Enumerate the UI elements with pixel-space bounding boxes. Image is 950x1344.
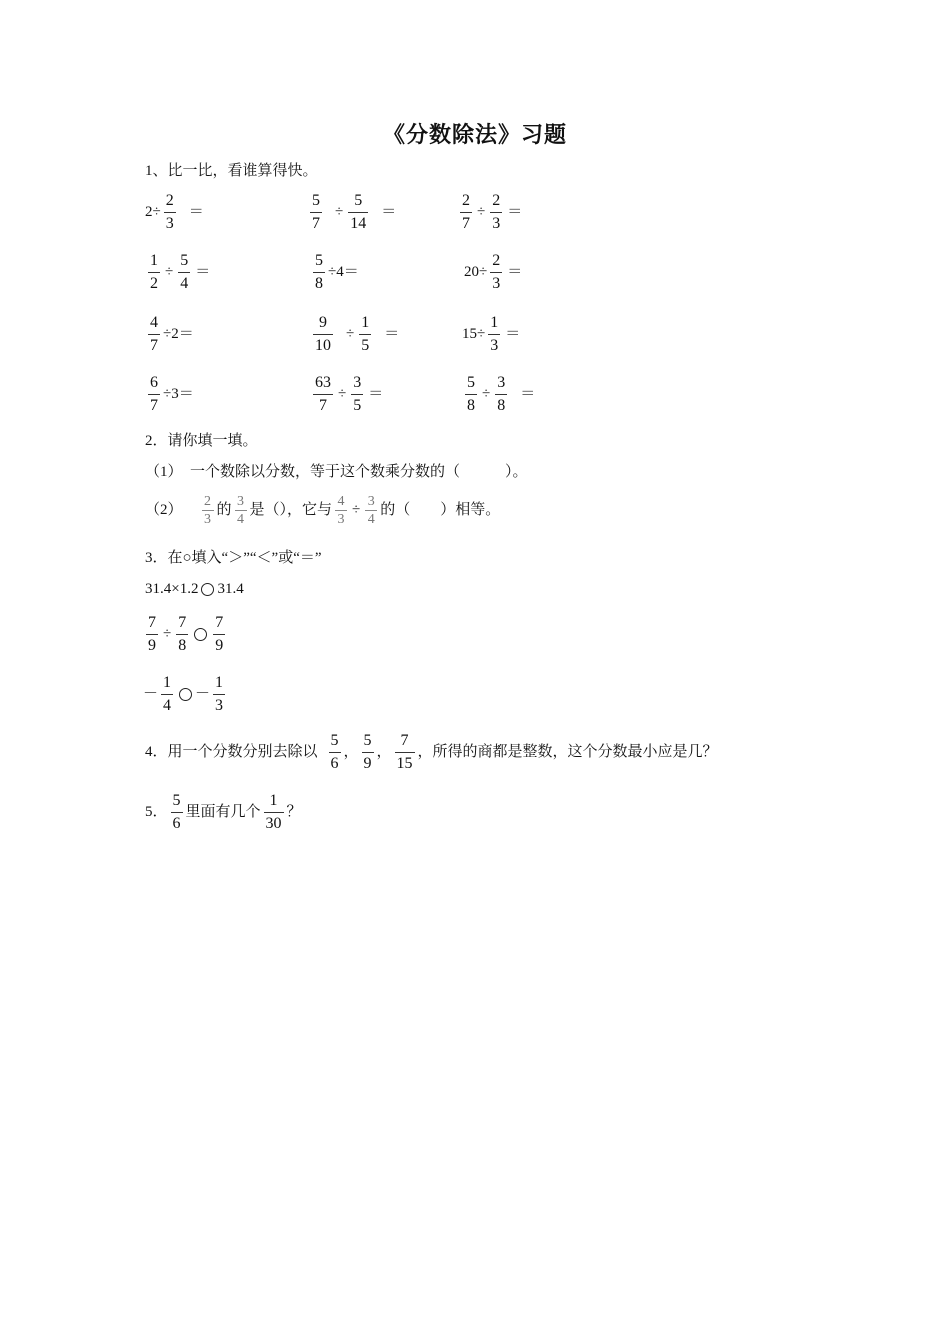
equals-sign: ＝ (507, 204, 523, 220)
q1-r3-b (310, 314, 401, 355)
text: 的（ ）相等。 (380, 502, 501, 518)
expr-tail: ÷4＝ (328, 264, 359, 280)
fraction: $\frac{4}{7}$ (150, 314, 158, 354)
equals-sign: ＝ (505, 326, 521, 342)
fraction: $\frac{2}{3}$ (202, 494, 214, 527)
fraction: $\frac{7}{15}$ (396, 732, 413, 772)
q1-r1-b (307, 192, 398, 233)
q3-e2 (143, 614, 228, 655)
equals-sign: ＝ (507, 264, 523, 280)
fraction: $\frac{1}{3}$ (215, 674, 224, 714)
fraction: $\frac{2}{3}$ (492, 192, 501, 232)
q1-heading: 1、比一比，看谁算得快。 (145, 163, 318, 179)
minus-sign: － (195, 686, 211, 702)
q5 (145, 792, 302, 833)
fraction: $\frac{3}{4}$ (235, 494, 247, 527)
circle-blank-icon (201, 583, 214, 596)
divide-sign: ÷ (335, 204, 344, 220)
q1-r2-c (464, 252, 524, 293)
fraction: $\frac{1}{3}$ (490, 314, 499, 354)
q1-r3-c (462, 314, 522, 355)
q1-r4-b (310, 374, 385, 415)
expr-left: 31.4×1.2 (145, 581, 199, 597)
q1-r1-a (145, 192, 206, 233)
q3-e1 (145, 582, 244, 597)
q1-r4-c (462, 374, 537, 415)
divide-sign: ÷ (477, 204, 486, 220)
whole-part: 20÷ (464, 264, 488, 280)
q2-heading: 2．请你填一填。 (145, 433, 258, 449)
fraction: $\frac{5}{9}$ (363, 732, 372, 772)
divide-sign: ÷ (163, 626, 172, 642)
fraction: $\frac{3}{5}$ (353, 374, 362, 414)
fraction: $\frac{2}{7}$ (462, 192, 470, 232)
fraction: $\frac{7}{9}$ (215, 614, 224, 654)
text: ，所得的商都是整数，这个分数最小应是几？ (417, 744, 718, 760)
fraction: $\frac{1}{5}$ (361, 314, 370, 354)
fraction: $\frac{3}{8}$ (497, 374, 506, 414)
q4 (145, 732, 718, 773)
text: 5． (145, 804, 168, 820)
whole-part: 15÷ (462, 326, 486, 342)
divide-sign: ÷ (352, 502, 361, 518)
q3-e3 (143, 674, 228, 715)
equals-sign: ＝ (384, 326, 400, 342)
sub-label: （2） (145, 502, 183, 518)
fraction: $\frac{3}{4}$ (365, 494, 377, 527)
expr-tail: ÷2＝ (163, 326, 194, 342)
circle-blank-icon (179, 688, 192, 701)
text: ？ (286, 804, 302, 820)
q1-r2-a (145, 252, 212, 293)
comma: ， (376, 744, 392, 760)
minus-sign: － (143, 686, 159, 702)
fraction: $\frac{5}{8}$ (467, 374, 475, 414)
divide-sign: ÷ (338, 386, 347, 402)
equals-sign: ＝ (381, 204, 397, 220)
equals-sign: ＝ (188, 204, 204, 220)
fraction: $\frac{7}{9}$ (148, 614, 156, 654)
comma: ， (343, 744, 359, 760)
q1-r3-a (145, 314, 194, 355)
q2-sub1: （1） 一个数除以分数，等于这个数乘分数的（ ）。 (145, 464, 528, 480)
fraction: $\frac{5}{7}$ (312, 192, 320, 232)
fraction: $\frac{1}{30}$ (265, 792, 282, 832)
fraction: $\frac{5}{6}$ (330, 732, 339, 772)
q1-r2-b (310, 252, 359, 293)
equals-sign: ＝ (368, 386, 384, 402)
fraction: $\frac{2}{3}$ (165, 192, 174, 232)
text: 是（），它与 (249, 502, 333, 518)
q2-sub2 (145, 494, 500, 527)
q1-r1-c (457, 192, 524, 233)
fraction: $\frac{2}{3}$ (492, 252, 501, 292)
equals-sign: ＝ (195, 264, 211, 280)
fraction: $\frac{1}{4}$ (163, 674, 172, 714)
fraction: $\frac{1}{2}$ (150, 252, 158, 292)
text: 4．用一个分数分别去除以 (145, 744, 318, 760)
expr-right: 31.4 (217, 581, 244, 597)
q3-heading: 3．在○填入“＞”“＜”或“＝” (145, 550, 322, 566)
divide-sign: ÷ (165, 264, 174, 280)
text: 里面有几个 (185, 804, 261, 820)
circle-blank-icon (194, 628, 207, 641)
q1-r4-a (145, 374, 194, 415)
divide-sign: ÷ (482, 386, 491, 402)
divide-sign: ÷ (346, 326, 355, 342)
fraction: $\frac{5}{4}$ (180, 252, 189, 292)
fraction: $\frac{5}{14}$ (350, 192, 367, 232)
text: 的 (216, 502, 232, 518)
fraction: $\frac{7}{8}$ (178, 614, 187, 654)
fraction: $\frac{5}{8}$ (315, 252, 323, 292)
fraction: $\frac{9}{10}$ (315, 314, 331, 354)
fraction: $\frac{4}{3}$ (335, 494, 347, 527)
whole-part: 2÷ (145, 204, 161, 220)
fraction: $\frac{5}{6}$ (172, 792, 181, 832)
page-title: 《分数除法》习题 (383, 122, 568, 147)
expr-tail: ÷3＝ (163, 386, 194, 402)
equals-sign: ＝ (520, 386, 536, 402)
fraction: $\frac{63}{7}$ (315, 374, 331, 414)
fraction: $\frac{6}{7}$ (150, 374, 158, 414)
